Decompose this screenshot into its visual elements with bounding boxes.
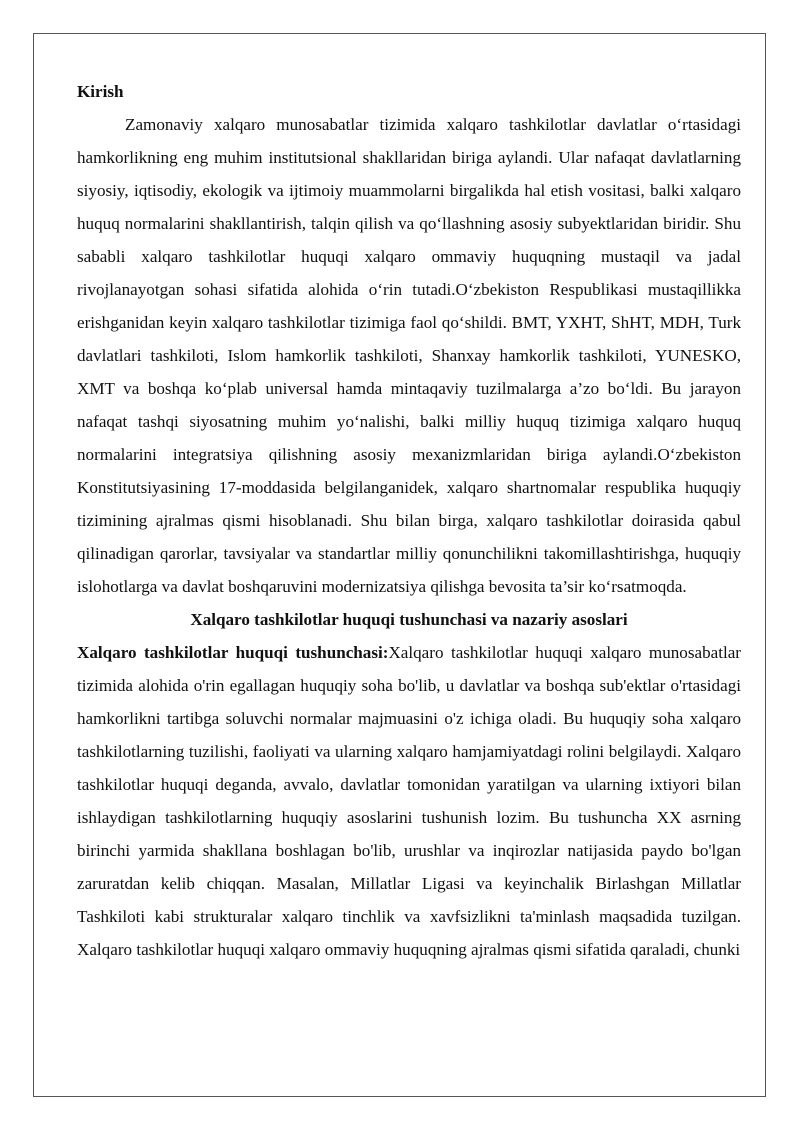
intro-paragraph: Zamonaviy xalqaro munosabatlar tizimida xalqaro tashkilotlar davlatlar o‘rtasidagi hamkorlikning eng muhim institutsional shakllaridan biriga aylandi. Ular nafaqat davlatlarning siyosiy, iqtisodiy, ekologik va ijtimoiy muammolarni birgalikda hal etish vositasi, balki xalqaro huquq normalarini shakllantirish, talqin qilish va qo‘llashning asosiy subyektlaridan biridir. Shu sababli xalqaro tashkilotlar huquqi xalqaro ommaviy huquqning mustaqil va jadal rivojlanayotgan sohasi sifatida alohida o‘rin tutadi.O‘zbekiston Respublikasi mustaqillikka erishganidan keyin xalqaro tashkilotlar tizimiga faol qo‘shildi. BMT, YXHT, ShHT, MDH, Turk davlatlari tashkiloti, Islom hamkorlik tashkiloti, Shanxay hamkorlik tashkiloti, YUNESKO, XMT va boshqa ko‘plab universal hamda mintaqaviy tuzilmalarga a’zo bo‘ldi. Bu jarayon nafaqat tashqi siyosatning muhim yo‘nalishi, balki milliy huquq tizimiga xalqaro huquq normalarini integratsiya qilishning asosiy mexanizmlaridan biriga aylandi.O‘zbekiston Konstitutsiyasining 17-moddasida belgilanganidek, xalqaro shartnomalar respublika huquqiy tizimining ajralmas qismi hisoblanadi. Shu bilan birga, xalqaro tashkilotlar doirasida qabul qilinadigan qarorlar, tavsiyalar va standartlar milliy qonunchilikni takomillashtirishga, huquqiy islohotlarga va davlat boshqaruvini modernizatsiya qilishga bevosita ta’sir ko‘rsatmoqda. — [77, 115, 741, 596]
concept-paragraph — [77, 636, 741, 966]
concept-label: Xalqaro tashkilotlar huquqi tushunchasi: — [77, 643, 389, 662]
section-heading: Xalqaro tashkilotlar huquqi tushunchasi va nazariy asoslari — [190, 610, 628, 629]
concept-text: Xalqaro tashkilotlar huquqi xalqaro munosabatlar tizimida alohida o'rin egallagan huquqiy soha bo'lib, u davlatlar va boshqa sub'ektlar o'rtasidagi hamkorlikni tartibga soluvchi normalar majmuasini o'z ichiga oladi. Bu huquqiy soha xalqaro tashkilotlarning tuzilishi, faoliyati va ularning xalqaro hamjamiyatdagi rolini belgilaydi. Xalqaro tashkilotlar huquqi deganda, avvalo, davlatlar tomonidan yaratilgan va ularning ixtiyori bilan ishlaydigan tashkilotlarning huquqiy asoslarini tushunish lozim. Bu tushuncha XX asrning birinchi yarmida shakllana boshlagan bo'lib, urushlar va inqirozlar natijasida paydo bo'lgan zaruratdan kelib chiqqan. Masalan, Millatlar Ligasi va keyinchalik Birlashgan Millatlar Tashkiloti kabi strukturalar xalqaro tinchlik va xavfsizlikni ta'minlash maqsadida tuzilgan. Xalqaro tashkilotlar huquqi xalqaro ommaviy huquqning ajralmas qismi sifatida qaraladi, chunki — [77, 643, 741, 959]
intro-heading: Kirish — [77, 82, 124, 101]
document-body — [77, 75, 741, 966]
